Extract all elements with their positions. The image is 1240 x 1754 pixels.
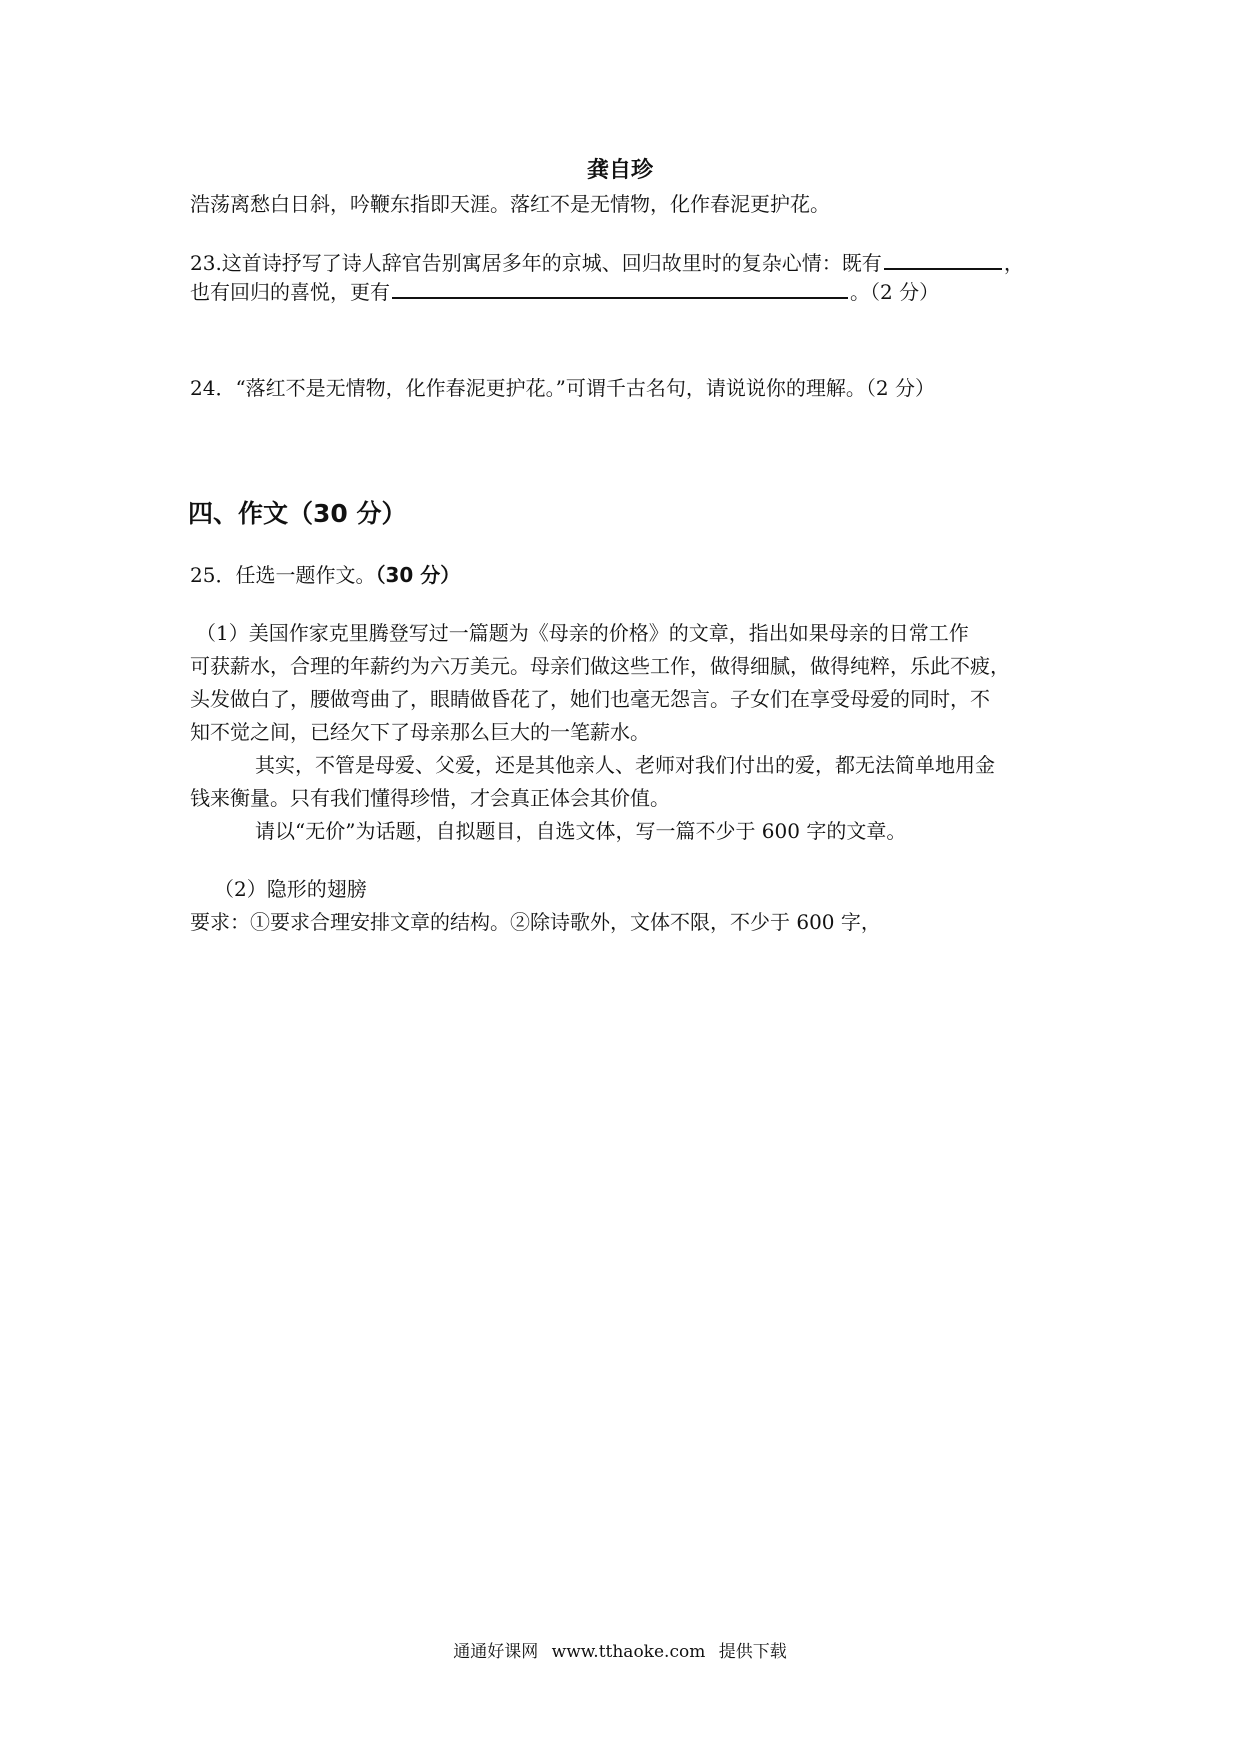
answer-blank-1 <box>884 248 1002 270</box>
option1-line3: 头发做白了，腰做弯曲了，眼睛做昏花了，她们也毫无怨言。子女们在享受母爱的同时，不 <box>190 687 990 711</box>
question-23-text-b: ， <box>1003 251 1024 275</box>
answer-blank-2 <box>392 277 848 299</box>
footer-suffix: 提供下载 <box>718 1642 787 1662</box>
option1-line7: 请以“无价”为话题，自拟题目，自选文体，写一篇不少于 600 字的文章。 <box>255 819 907 843</box>
option2-requirement: 要求：①要求合理安排文章的结构。②除诗歌外，文体不限，不少于 600 字， <box>190 910 881 934</box>
question-23-text-a: 23.这首诗抒写了诗人辞官告别寓居多年的京城、回归故里时的复杂心情：既有 <box>190 251 882 275</box>
poem-author: 龚自珍 <box>586 158 653 183</box>
question-23-text-d: 。（2 分） <box>850 280 940 304</box>
footer-url: www.tthaoke.com <box>551 1642 706 1662</box>
section-title-composition: 四、作文（30 分） <box>188 499 407 528</box>
option1-line2: 可获薪水，合理的年薪约为六万美元。母亲们做这些工作，做得细腻，做得纯粹，乐此不疲， <box>190 654 1010 678</box>
option2-title: （2）隐形的翅膀 <box>214 877 367 901</box>
poem-text: 浩荡离愁白日斜，吟鞭东指即天涯。落红不是无情物，化作春泥更护花。 <box>190 192 830 216</box>
question-23-text-c: 也有回归的喜悦，更有 <box>190 280 390 304</box>
option1-line5: 其实，不管是母爱、父爱，还是其他亲人、老师对我们付出的爱，都无法简单地用金 <box>255 753 995 777</box>
question-25-text: 25．任选一题作文。 <box>190 563 376 587</box>
question-23-line1 <box>190 248 1024 276</box>
footer-site-name: 通通好课网 <box>453 1642 539 1662</box>
question-25 <box>190 562 460 588</box>
question-24: 24．“落红不是无情物，化作春泥更护花。”可谓千古名句，请说说你的理解。（2 分） <box>190 376 935 400</box>
option1-line4: 知不觉之间，已经欠下了母亲那么巨大的一笔薪水。 <box>190 720 650 744</box>
page-footer <box>0 1637 1240 1662</box>
question-23-line2 <box>190 277 939 305</box>
question-25-score: （30 分） <box>375 563 461 587</box>
option1-line1: （1）美国作家克里腾登写过一篇题为《母亲的价格》的文章，指出如果母亲的日常工作 <box>196 621 969 645</box>
option1-line6: 钱来衡量。只有我们懂得珍惜，才会真正体会其价值。 <box>190 786 670 810</box>
